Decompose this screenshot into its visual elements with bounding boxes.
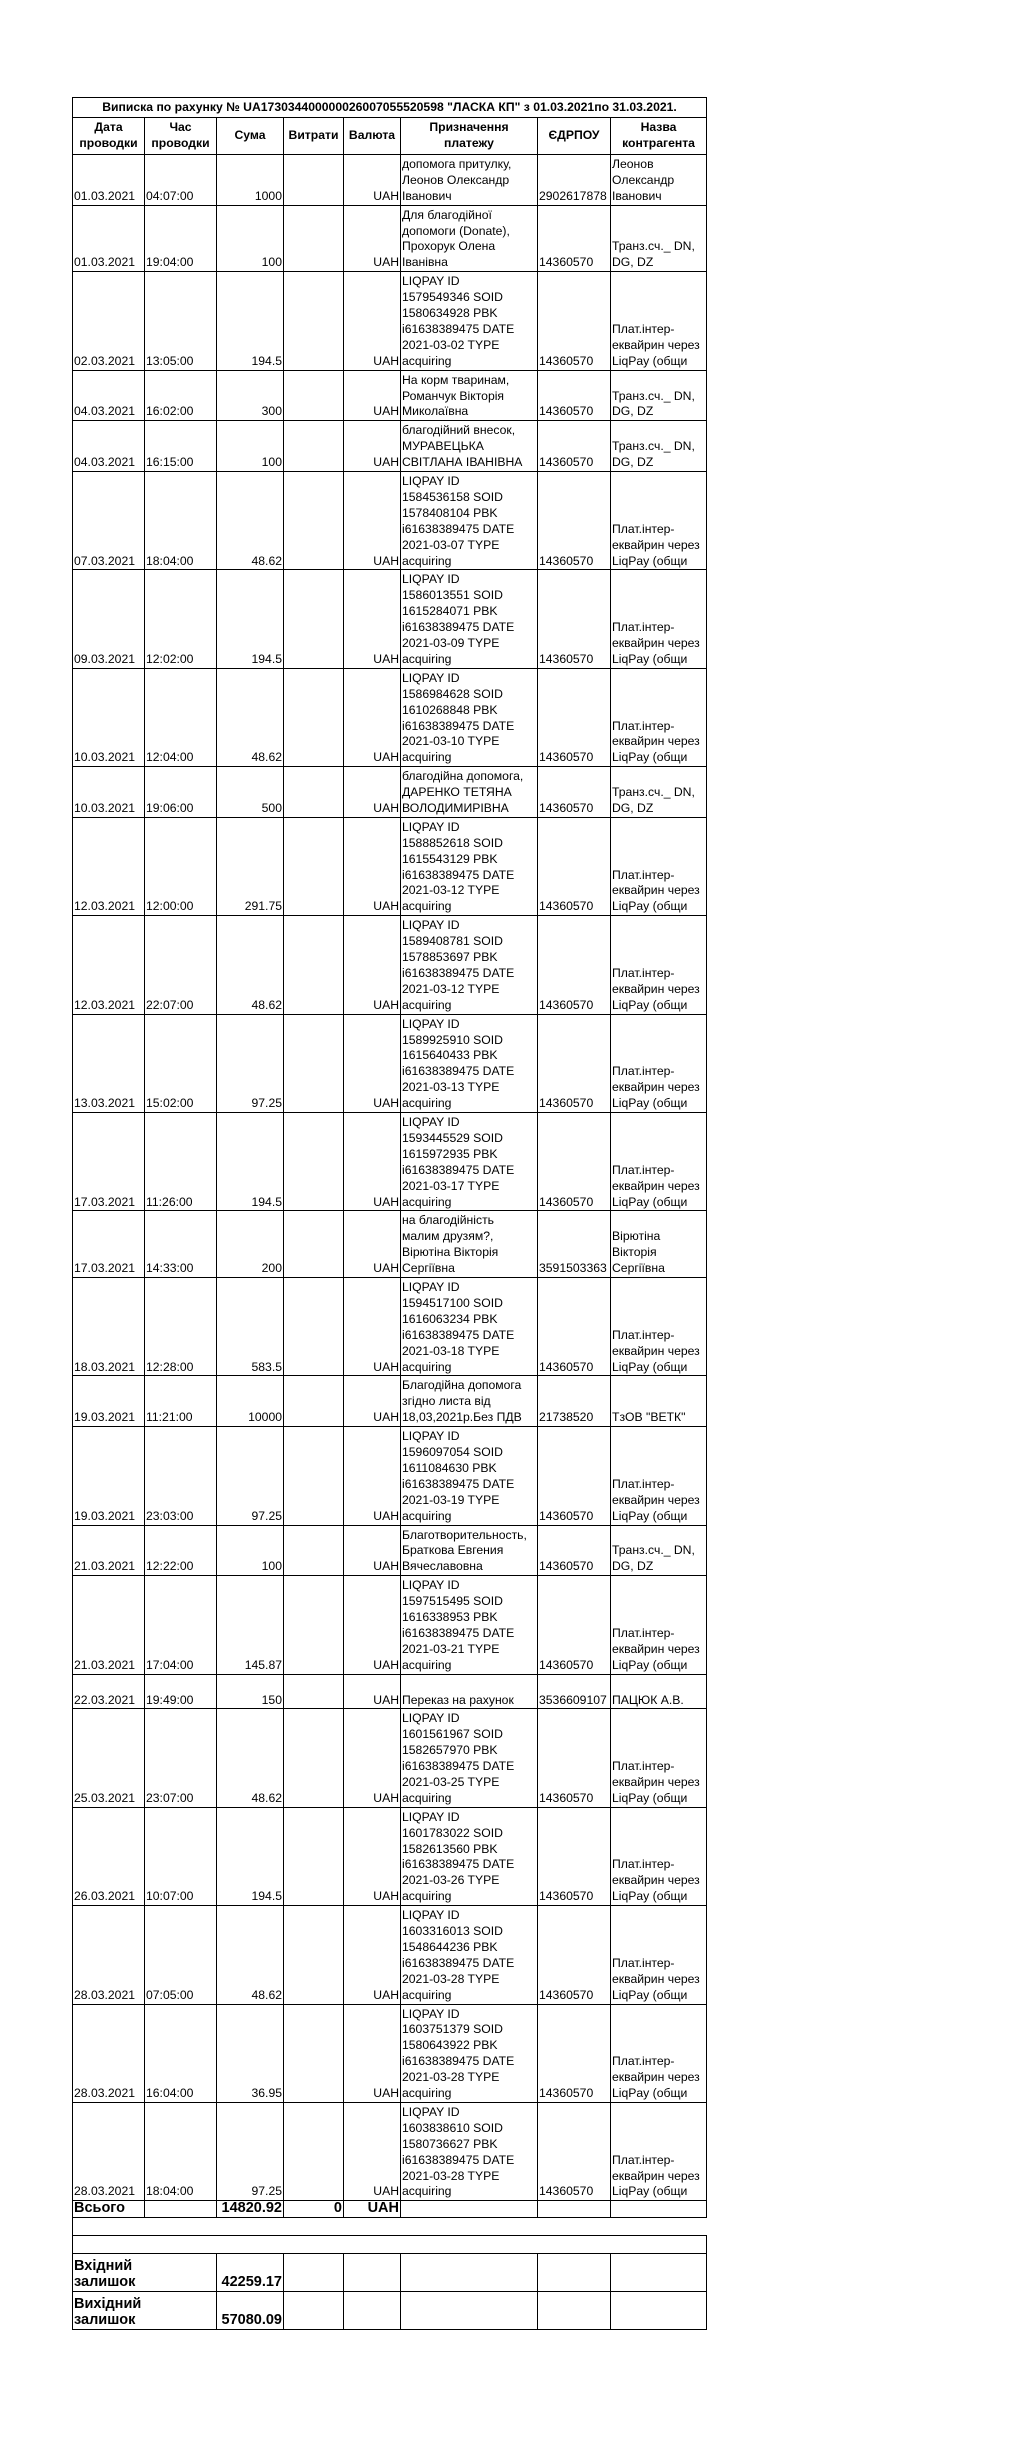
table-row (73, 421, 707, 472)
cell-counterparty: Транз.сч._ DN, DG, DZ (611, 370, 707, 421)
cell-time: 23:07:00 (145, 1709, 217, 1807)
header-row (73, 118, 707, 155)
cell-date: 28.03.2021 (73, 1906, 145, 2004)
cell-currency: UAH (344, 570, 401, 668)
cell-currency: UAH (344, 1807, 401, 1905)
cell-time: 18:04:00 (145, 2102, 217, 2200)
cell-expenses (284, 1211, 344, 1278)
cell-time: 16:04:00 (145, 2004, 217, 2102)
cell-time: 12:04:00 (145, 668, 217, 766)
table-row (73, 570, 707, 668)
cell-expenses (284, 2102, 344, 2200)
cell-time: 16:15:00 (145, 421, 217, 472)
totals-empty (145, 2201, 217, 2218)
cell-expenses (284, 205, 344, 272)
header-edrpou: ЄДРПОУ (538, 118, 611, 155)
transactions-body (73, 155, 707, 2201)
cell-counterparty: Плат.інтер- еквайрин через LiqPay (общи (611, 570, 707, 668)
cell-amount: 194.5 (217, 1807, 284, 1905)
cell-edrpou: 14360570 (538, 1807, 611, 1905)
table-row (73, 472, 707, 570)
cell-date: 18.03.2021 (73, 1278, 145, 1376)
cell-currency: UAH (344, 1014, 401, 1112)
cell-time: 19:49:00 (145, 1674, 217, 1709)
totals-currency: UAH (344, 2201, 401, 2218)
cell-currency: UAH (344, 1709, 401, 1807)
cell-purpose: допомога притулку, Леонов Олександр Іванович (401, 155, 538, 206)
cell-expenses (284, 1376, 344, 1427)
cell-purpose: благодійна допомога, ДАРЕНКО ТЕТЯНА ВОЛОДИМИРІВНА (401, 767, 538, 818)
cell-purpose: Переказ на рахунок (401, 1674, 538, 1709)
cell-time: 04:07:00 (145, 155, 217, 206)
cell-edrpou: 14360570 (538, 817, 611, 915)
cell-date: 12.03.2021 (73, 916, 145, 1014)
cell-currency: UAH (344, 472, 401, 570)
cell-amount: 48.62 (217, 1709, 284, 1807)
cell-date: 13.03.2021 (73, 1014, 145, 1112)
cell-amount: 150 (217, 1674, 284, 1709)
cell-currency: UAH (344, 1211, 401, 1278)
cell-time: 07:05:00 (145, 1906, 217, 2004)
cell-expenses (284, 1674, 344, 1709)
cell-currency: UAH (344, 1113, 401, 1211)
totals-expenses: 0 (284, 2201, 344, 2218)
cell-amount: 145.87 (217, 1576, 284, 1674)
cell-amount: 200 (217, 1211, 284, 1278)
balance-cell (611, 2254, 707, 2292)
closing-balance-label: Вихідний залишок (73, 2292, 217, 2330)
cell-edrpou: 14360570 (538, 1014, 611, 1112)
spacer-cell (73, 2218, 707, 2236)
cell-counterparty: Плат.інтер- еквайрин через LiqPay (общи (611, 1278, 707, 1376)
cell-expenses (284, 668, 344, 766)
cell-time: 22:07:00 (145, 916, 217, 1014)
table-row (73, 916, 707, 1014)
totals-row (73, 2201, 707, 2218)
cell-counterparty: Плат.інтер- еквайрин через LiqPay (общи (611, 2102, 707, 2200)
cell-currency: UAH (344, 205, 401, 272)
cell-expenses (284, 1709, 344, 1807)
cell-counterparty: Леонов Олександр Іванович (611, 155, 707, 206)
opening-balance-row (73, 2254, 707, 2292)
cell-purpose: LIQPAY ID 1596097054 SOID 1611084630 PBK i61638389475 DATE 2021-03-19 TYPE acquiring (401, 1427, 538, 1525)
cell-edrpou: 14360570 (538, 668, 611, 766)
cell-edrpou: 14360570 (538, 421, 611, 472)
cell-amount: 500 (217, 767, 284, 818)
cell-amount: 48.62 (217, 916, 284, 1014)
cell-expenses (284, 570, 344, 668)
cell-counterparty: Плат.інтер- еквайрин через LiqPay (общи (611, 2004, 707, 2102)
cell-expenses (284, 1906, 344, 2004)
cell-purpose: LIQPAY ID 1584536158 SOID 1578408104 PBK i61638389475 DATE 2021-03-07 TYPE acquiring (401, 472, 538, 570)
cell-edrpou: 14360570 (538, 205, 611, 272)
cell-date: 01.03.2021 (73, 155, 145, 206)
cell-edrpou: 14360570 (538, 1906, 611, 2004)
cell-date: 21.03.2021 (73, 1576, 145, 1674)
cell-amount: 97.25 (217, 2102, 284, 2200)
statement-title-row (73, 98, 707, 118)
cell-date: 28.03.2021 (73, 2004, 145, 2102)
cell-date: 10.03.2021 (73, 668, 145, 766)
cell-edrpou: 14360570 (538, 570, 611, 668)
cell-date: 02.03.2021 (73, 272, 145, 370)
cell-currency: UAH (344, 2102, 401, 2200)
table-row (73, 272, 707, 370)
cell-edrpou: 14360570 (538, 272, 611, 370)
cell-currency: UAH (344, 272, 401, 370)
cell-currency: UAH (344, 421, 401, 472)
cell-purpose: LIQPAY ID 1603316013 SOID 1548644236 PBK i61638389475 DATE 2021-03-28 TYPE acquiring (401, 1906, 538, 2004)
cell-expenses (284, 1576, 344, 1674)
opening-balance-label: Вхідний залишок (73, 2254, 217, 2292)
header-purpose: Призначення платежу (401, 118, 538, 155)
cell-counterparty: Плат.інтер- еквайрин через LiqPay (общи (611, 1709, 707, 1807)
cell-expenses (284, 916, 344, 1014)
cell-date: 09.03.2021 (73, 570, 145, 668)
cell-amount: 194.5 (217, 570, 284, 668)
cell-time: 19:04:00 (145, 205, 217, 272)
cell-edrpou: 3536609107 (538, 1674, 611, 1709)
table-row (73, 1576, 707, 1674)
cell-amount: 194.5 (217, 272, 284, 370)
cell-counterparty: Плат.інтер- еквайрин через LiqPay (общи (611, 1906, 707, 2004)
cell-purpose: LIQPAY ID 1603838610 SOID 1580736627 PBK i61638389475 DATE 2021-03-28 TYPE acquiring (401, 2102, 538, 2200)
cell-counterparty: Плат.інтер- еквайрин через LiqPay (общи (611, 272, 707, 370)
table-row (73, 370, 707, 421)
cell-time: 10:07:00 (145, 1807, 217, 1905)
cell-time: 16:02:00 (145, 370, 217, 421)
cell-counterparty: Плат.інтер- еквайрин через LiqPay (общи (611, 817, 707, 915)
cell-purpose: LIQPAY ID 1601783022 SOID 1582613560 PBK i61638389475 DATE 2021-03-26 TYPE acquiring (401, 1807, 538, 1905)
table-row (73, 1709, 707, 1807)
cell-time: 17:04:00 (145, 1576, 217, 1674)
cell-purpose: LIQPAY ID 1601561967 SOID 1582657970 PBK i61638389475 DATE 2021-03-25 TYPE acquiring (401, 1709, 538, 1807)
cell-expenses (284, 272, 344, 370)
cell-edrpou: 14360570 (538, 370, 611, 421)
table-row (73, 1427, 707, 1525)
cell-date: 28.03.2021 (73, 2102, 145, 2200)
cell-edrpou: 14360570 (538, 472, 611, 570)
cell-edrpou: 14360570 (538, 1576, 611, 1674)
cell-edrpou: 14360570 (538, 2004, 611, 2102)
cell-expenses (284, 767, 344, 818)
cell-currency: UAH (344, 1278, 401, 1376)
cell-purpose: LIQPAY ID 1588852618 SOID 1615543129 PBK i61638389475 DATE 2021-03-12 TYPE acquiring (401, 817, 538, 915)
cell-amount: 300 (217, 370, 284, 421)
cell-currency: UAH (344, 155, 401, 206)
cell-edrpou: 14360570 (538, 2102, 611, 2200)
cell-currency: UAH (344, 1376, 401, 1427)
cell-purpose: LIQPAY ID 1586984628 SOID 1610268848 PBK i61638389475 DATE 2021-03-10 TYPE acquiring (401, 668, 538, 766)
cell-counterparty: Транз.сч._ DN, DG, DZ (611, 1525, 707, 1576)
cell-edrpou: 14360570 (538, 1278, 611, 1376)
table-row (73, 767, 707, 818)
table-row (73, 668, 707, 766)
cell-edrpou: 14360570 (538, 767, 611, 818)
cell-purpose: Для благодійної допомоги (Donate), Прохорук Олена Іванівна (401, 205, 538, 272)
table-row (73, 1278, 707, 1376)
cell-currency: UAH (344, 1576, 401, 1674)
cell-amount: 100 (217, 1525, 284, 1576)
balance-cell (284, 2254, 344, 2292)
cell-purpose: на благодійність малим друзям?, Вірютіна Вікторія Сергіївна (401, 1211, 538, 1278)
cell-date: 04.03.2021 (73, 370, 145, 421)
header-amount: Сума (217, 118, 284, 155)
table-row (73, 1113, 707, 1211)
cell-purpose: LIQPAY ID 1593445529 SOID 1615972935 PBK i61638389475 DATE 2021-03-17 TYPE acquiring (401, 1113, 538, 1211)
account-statement-table (72, 97, 707, 2330)
balance-cell (284, 2292, 344, 2330)
cell-edrpou: 21738520 (538, 1376, 611, 1427)
cell-purpose: Благодійна допомога згідно листа від 18,03,2021р.Без ПДВ (401, 1376, 538, 1427)
cell-edrpou: 14360570 (538, 1525, 611, 1576)
cell-counterparty: Плат.інтер- еквайрин через LiqPay (общи (611, 1807, 707, 1905)
cell-purpose: LIQPAY ID 1579549346 SOID 1580634928 PBK i61638389475 DATE 2021-03-02 TYPE acquiring (401, 272, 538, 370)
cell-counterparty: Вірютіна Вікторія Сергіївна (611, 1211, 707, 1278)
cell-counterparty: ТзОВ "ВЕТК" (611, 1376, 707, 1427)
cell-date: 26.03.2021 (73, 1807, 145, 1905)
totals-cell (538, 2201, 611, 2218)
cell-expenses (284, 370, 344, 421)
cell-expenses (284, 1113, 344, 1211)
cell-currency: UAH (344, 2004, 401, 2102)
cell-date: 12.03.2021 (73, 817, 145, 915)
cell-edrpou: 2902617878 (538, 155, 611, 206)
cell-amount: 100 (217, 421, 284, 472)
opening-balance-amount: 42259.17 (217, 2254, 284, 2292)
cell-purpose: LIQPAY ID 1586013551 SOID 1615284071 PBK i61638389475 DATE 2021-03-09 TYPE acquiring (401, 570, 538, 668)
cell-counterparty: Плат.інтер- еквайрин через LiqPay (общи (611, 916, 707, 1014)
cell-counterparty: Плат.інтер- еквайрин через LiqPay (общи (611, 1113, 707, 1211)
cell-time: 13:05:00 (145, 272, 217, 370)
cell-edrpou: 14360570 (538, 1709, 611, 1807)
header-time: Час проводки (145, 118, 217, 155)
cell-expenses (284, 472, 344, 570)
header-expenses: Витрати (284, 118, 344, 155)
cell-amount: 1000 (217, 155, 284, 206)
cell-edrpou: 14360570 (538, 1427, 611, 1525)
closing-balance-row (73, 2292, 707, 2330)
cell-amount: 97.25 (217, 1427, 284, 1525)
cell-amount: 100 (217, 205, 284, 272)
cell-time: 12:00:00 (145, 817, 217, 915)
cell-purpose: На корм тваринам, Романчук Вікторія Миколаївна (401, 370, 538, 421)
cell-date: 21.03.2021 (73, 1525, 145, 1576)
cell-date: 22.03.2021 (73, 1674, 145, 1709)
cell-counterparty: Плат.інтер- еквайрин через LiqPay (общи (611, 1014, 707, 1112)
cell-counterparty: Транз.сч._ DN, DG, DZ (611, 767, 707, 818)
closing-balance-amount: 57080.09 (217, 2292, 284, 2330)
balance-cell (401, 2292, 538, 2330)
cell-date: 01.03.2021 (73, 205, 145, 272)
cell-time: 18:04:00 (145, 472, 217, 570)
header-currency: Валюта (344, 118, 401, 155)
spacer-row (73, 2236, 707, 2254)
cell-time: 12:28:00 (145, 1278, 217, 1376)
cell-expenses (284, 1525, 344, 1576)
cell-expenses (284, 1427, 344, 1525)
cell-date: 25.03.2021 (73, 1709, 145, 1807)
cell-expenses (284, 1278, 344, 1376)
cell-date: 17.03.2021 (73, 1211, 145, 1278)
cell-date: 19.03.2021 (73, 1376, 145, 1427)
cell-amount: 194.5 (217, 1113, 284, 1211)
cell-amount: 97.25 (217, 1014, 284, 1112)
cell-counterparty: Транз.сч._ DN, DG, DZ (611, 421, 707, 472)
totals-cell (401, 2201, 538, 2218)
header-counterparty: Назва контрагента (611, 118, 707, 155)
cell-time: 14:33:00 (145, 1211, 217, 1278)
table-row (73, 1674, 707, 1709)
cell-expenses (284, 1807, 344, 1905)
totals-label: Всього (73, 2201, 145, 2218)
table-row (73, 2004, 707, 2102)
cell-amount: 48.62 (217, 472, 284, 570)
cell-currency: UAH (344, 1427, 401, 1525)
cell-counterparty: Плат.інтер- еквайрин через LiqPay (общи (611, 668, 707, 766)
cell-purpose: благодійний внесок, МУРАВЕЦЬКА СВІТЛАНА ІВАНІВНА (401, 421, 538, 472)
cell-edrpou: 3591503363 (538, 1211, 611, 1278)
statement-title: Виписка по рахунку № UA173034400000026007055520598 "ЛАСКА КП" з 01.03.2021по 31.03.2021. (73, 98, 707, 118)
table-row (73, 1376, 707, 1427)
cell-purpose: LIQPAY ID 1589925910 SOID 1615640433 PBK i61638389475 DATE 2021-03-13 TYPE acquiring (401, 1014, 538, 1112)
cell-counterparty: Плат.інтер- еквайрин через LiqPay (общи (611, 1576, 707, 1674)
cell-time: 11:21:00 (145, 1376, 217, 1427)
cell-date: 04.03.2021 (73, 421, 145, 472)
table-row (73, 1807, 707, 1905)
cell-date: 10.03.2021 (73, 767, 145, 818)
cell-expenses (284, 421, 344, 472)
cell-date: 07.03.2021 (73, 472, 145, 570)
cell-expenses (284, 2004, 344, 2102)
cell-currency: UAH (344, 1674, 401, 1709)
cell-time: 19:06:00 (145, 767, 217, 818)
cell-purpose: LIQPAY ID 1597515495 SOID 1616338953 PBK i61638389475 DATE 2021-03-21 TYPE acquiring (401, 1576, 538, 1674)
balance-cell (611, 2292, 707, 2330)
cell-currency: UAH (344, 916, 401, 1014)
balance-cell (538, 2292, 611, 2330)
cell-counterparty: Транз.сч._ DN, DG, DZ (611, 205, 707, 272)
cell-purpose: LIQPAY ID 1589408781 SOID 1578853697 PBK i61638389475 DATE 2021-03-12 TYPE acquiring (401, 916, 538, 1014)
cell-purpose: Благотворительность, Браткова Евгения Вячеславовна (401, 1525, 538, 1576)
cell-counterparty: ПАЦЮК А.В. (611, 1674, 707, 1709)
table-row (73, 1906, 707, 2004)
cell-currency: UAH (344, 1906, 401, 2004)
cell-date: 19.03.2021 (73, 1427, 145, 1525)
cell-purpose: LIQPAY ID 1594517100 SOID 1616063234 PBK i61638389475 DATE 2021-03-18 TYPE acquiring (401, 1278, 538, 1376)
cell-counterparty: Плат.інтер- еквайрин через LiqPay (общи (611, 472, 707, 570)
balance-cell (344, 2292, 401, 2330)
cell-currency: UAH (344, 370, 401, 421)
totals-cell (611, 2201, 707, 2218)
cell-amount: 583.5 (217, 1278, 284, 1376)
cell-amount: 48.62 (217, 1906, 284, 2004)
cell-currency: UAH (344, 1525, 401, 1576)
cell-expenses (284, 155, 344, 206)
cell-amount: 291.75 (217, 817, 284, 915)
balance-cell (401, 2254, 538, 2292)
table-row (73, 1525, 707, 1576)
cell-edrpou: 14360570 (538, 916, 611, 1014)
spacer-cell (73, 2236, 707, 2254)
cell-amount: 36.95 (217, 2004, 284, 2102)
cell-time: 23:03:00 (145, 1427, 217, 1525)
cell-time: 15:02:00 (145, 1014, 217, 1112)
table-row (73, 155, 707, 206)
header-date: Дата проводки (73, 118, 145, 155)
cell-counterparty: Плат.інтер- еквайрин через LiqPay (общи (611, 1427, 707, 1525)
cell-currency: UAH (344, 817, 401, 915)
cell-amount: 10000 (217, 1376, 284, 1427)
table-row (73, 2102, 707, 2200)
cell-purpose: LIQPAY ID 1603751379 SOID 1580643922 PBK i61638389475 DATE 2021-03-28 TYPE acquiring (401, 2004, 538, 2102)
cell-expenses (284, 817, 344, 915)
cell-currency: UAH (344, 668, 401, 766)
table-row (73, 1014, 707, 1112)
cell-time: 11:26:00 (145, 1113, 217, 1211)
table-row (73, 1211, 707, 1278)
spacer-row (73, 2218, 707, 2236)
cell-currency: UAH (344, 767, 401, 818)
table-row (73, 205, 707, 272)
totals-amount: 14820.92 (217, 2201, 284, 2218)
cell-time: 12:02:00 (145, 570, 217, 668)
cell-edrpou: 14360570 (538, 1113, 611, 1211)
cell-amount: 48.62 (217, 668, 284, 766)
cell-time: 12:22:00 (145, 1525, 217, 1576)
balance-cell (538, 2254, 611, 2292)
cell-expenses (284, 1014, 344, 1112)
cell-date: 17.03.2021 (73, 1113, 145, 1211)
balance-cell (344, 2254, 401, 2292)
table-row (73, 817, 707, 915)
